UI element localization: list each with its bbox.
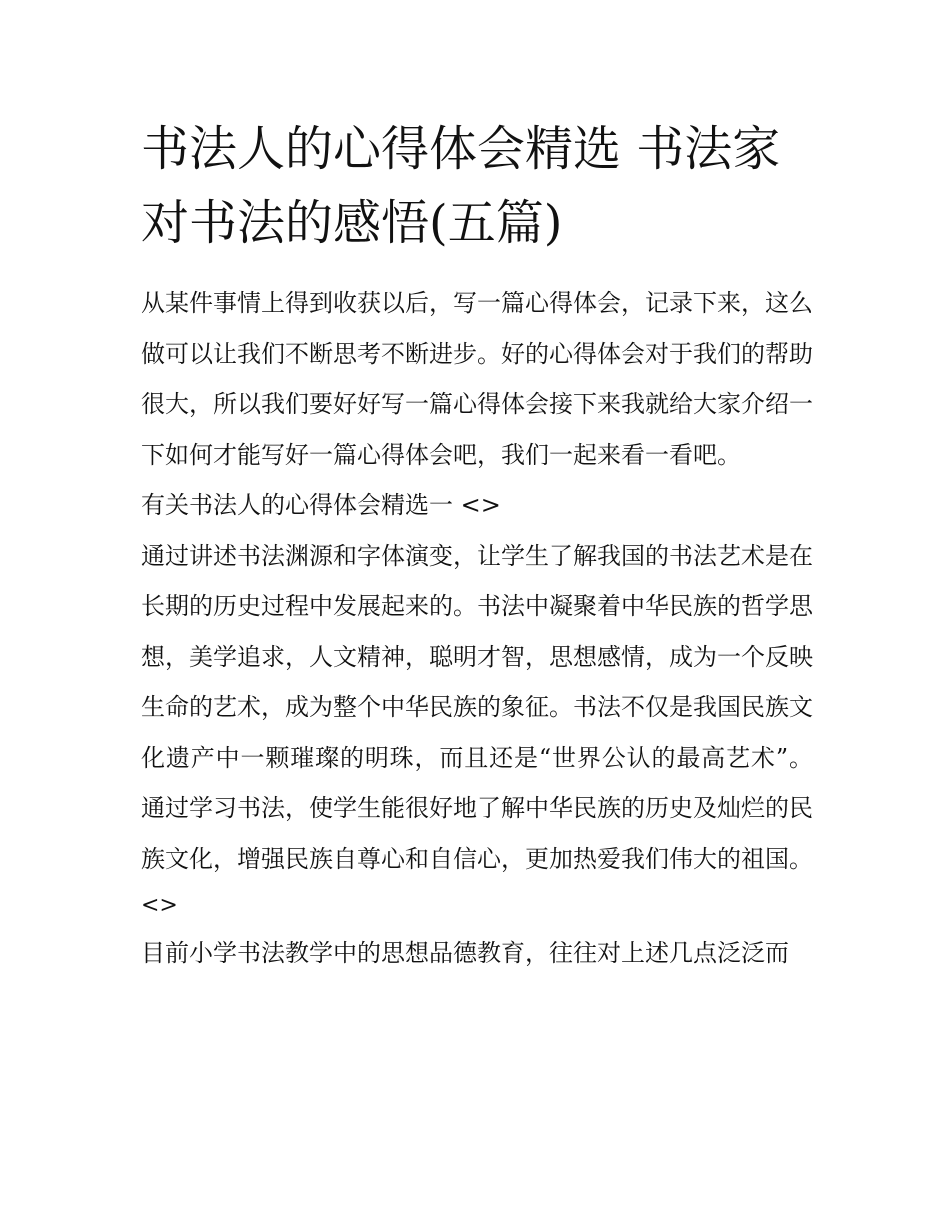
section-paragraph-2: 目前小学书法教学中的思想品德教育，往往对上述几点泛泛而 — [141, 939, 789, 967]
document-title: 书法人的心得体会精选 书法家对书法的感悟(五篇) — [141, 121, 781, 251]
document-body — [141, 112, 813, 979]
section-heading-1: 有关书法人的心得体会精选一 <> — [141, 491, 501, 519]
intro-paragraph: 从某件事情上得到收获以后，写一篇心得体会，记录下来，这么做可以让我们不断思考不断进步。好的心得体会对于我们的帮助很大，所以我们要好好写一篇心得体会接下来我就给大家介绍一下如何才能写好一篇心得体会吧，我们一起来看一看吧。 — [141, 289, 813, 469]
section-marker: <> — [141, 893, 178, 918]
section-paragraph-1: 通过讲述书法渊源和字体演变，让学生了解我国的书法艺术是在长期的历史过程中发展起来的。书法中凝聚着中华民族的哲学思想，美学追求，人文精神，聪明才智，思想感情，成为一个反映生命的艺术，成为整个中华民族的象征。书法不仅是我国民族文化遗产中一颗璀璨的明珠，而且还是“世界公认的最高艺术”。通过学习书法，使学生能很好地了解中华民族的历史及灿烂的民族文化，增强民族自尊心和自信心，更加热爱我们伟大的祖国。 — [141, 541, 813, 873]
title-spacing — [141, 260, 813, 278]
